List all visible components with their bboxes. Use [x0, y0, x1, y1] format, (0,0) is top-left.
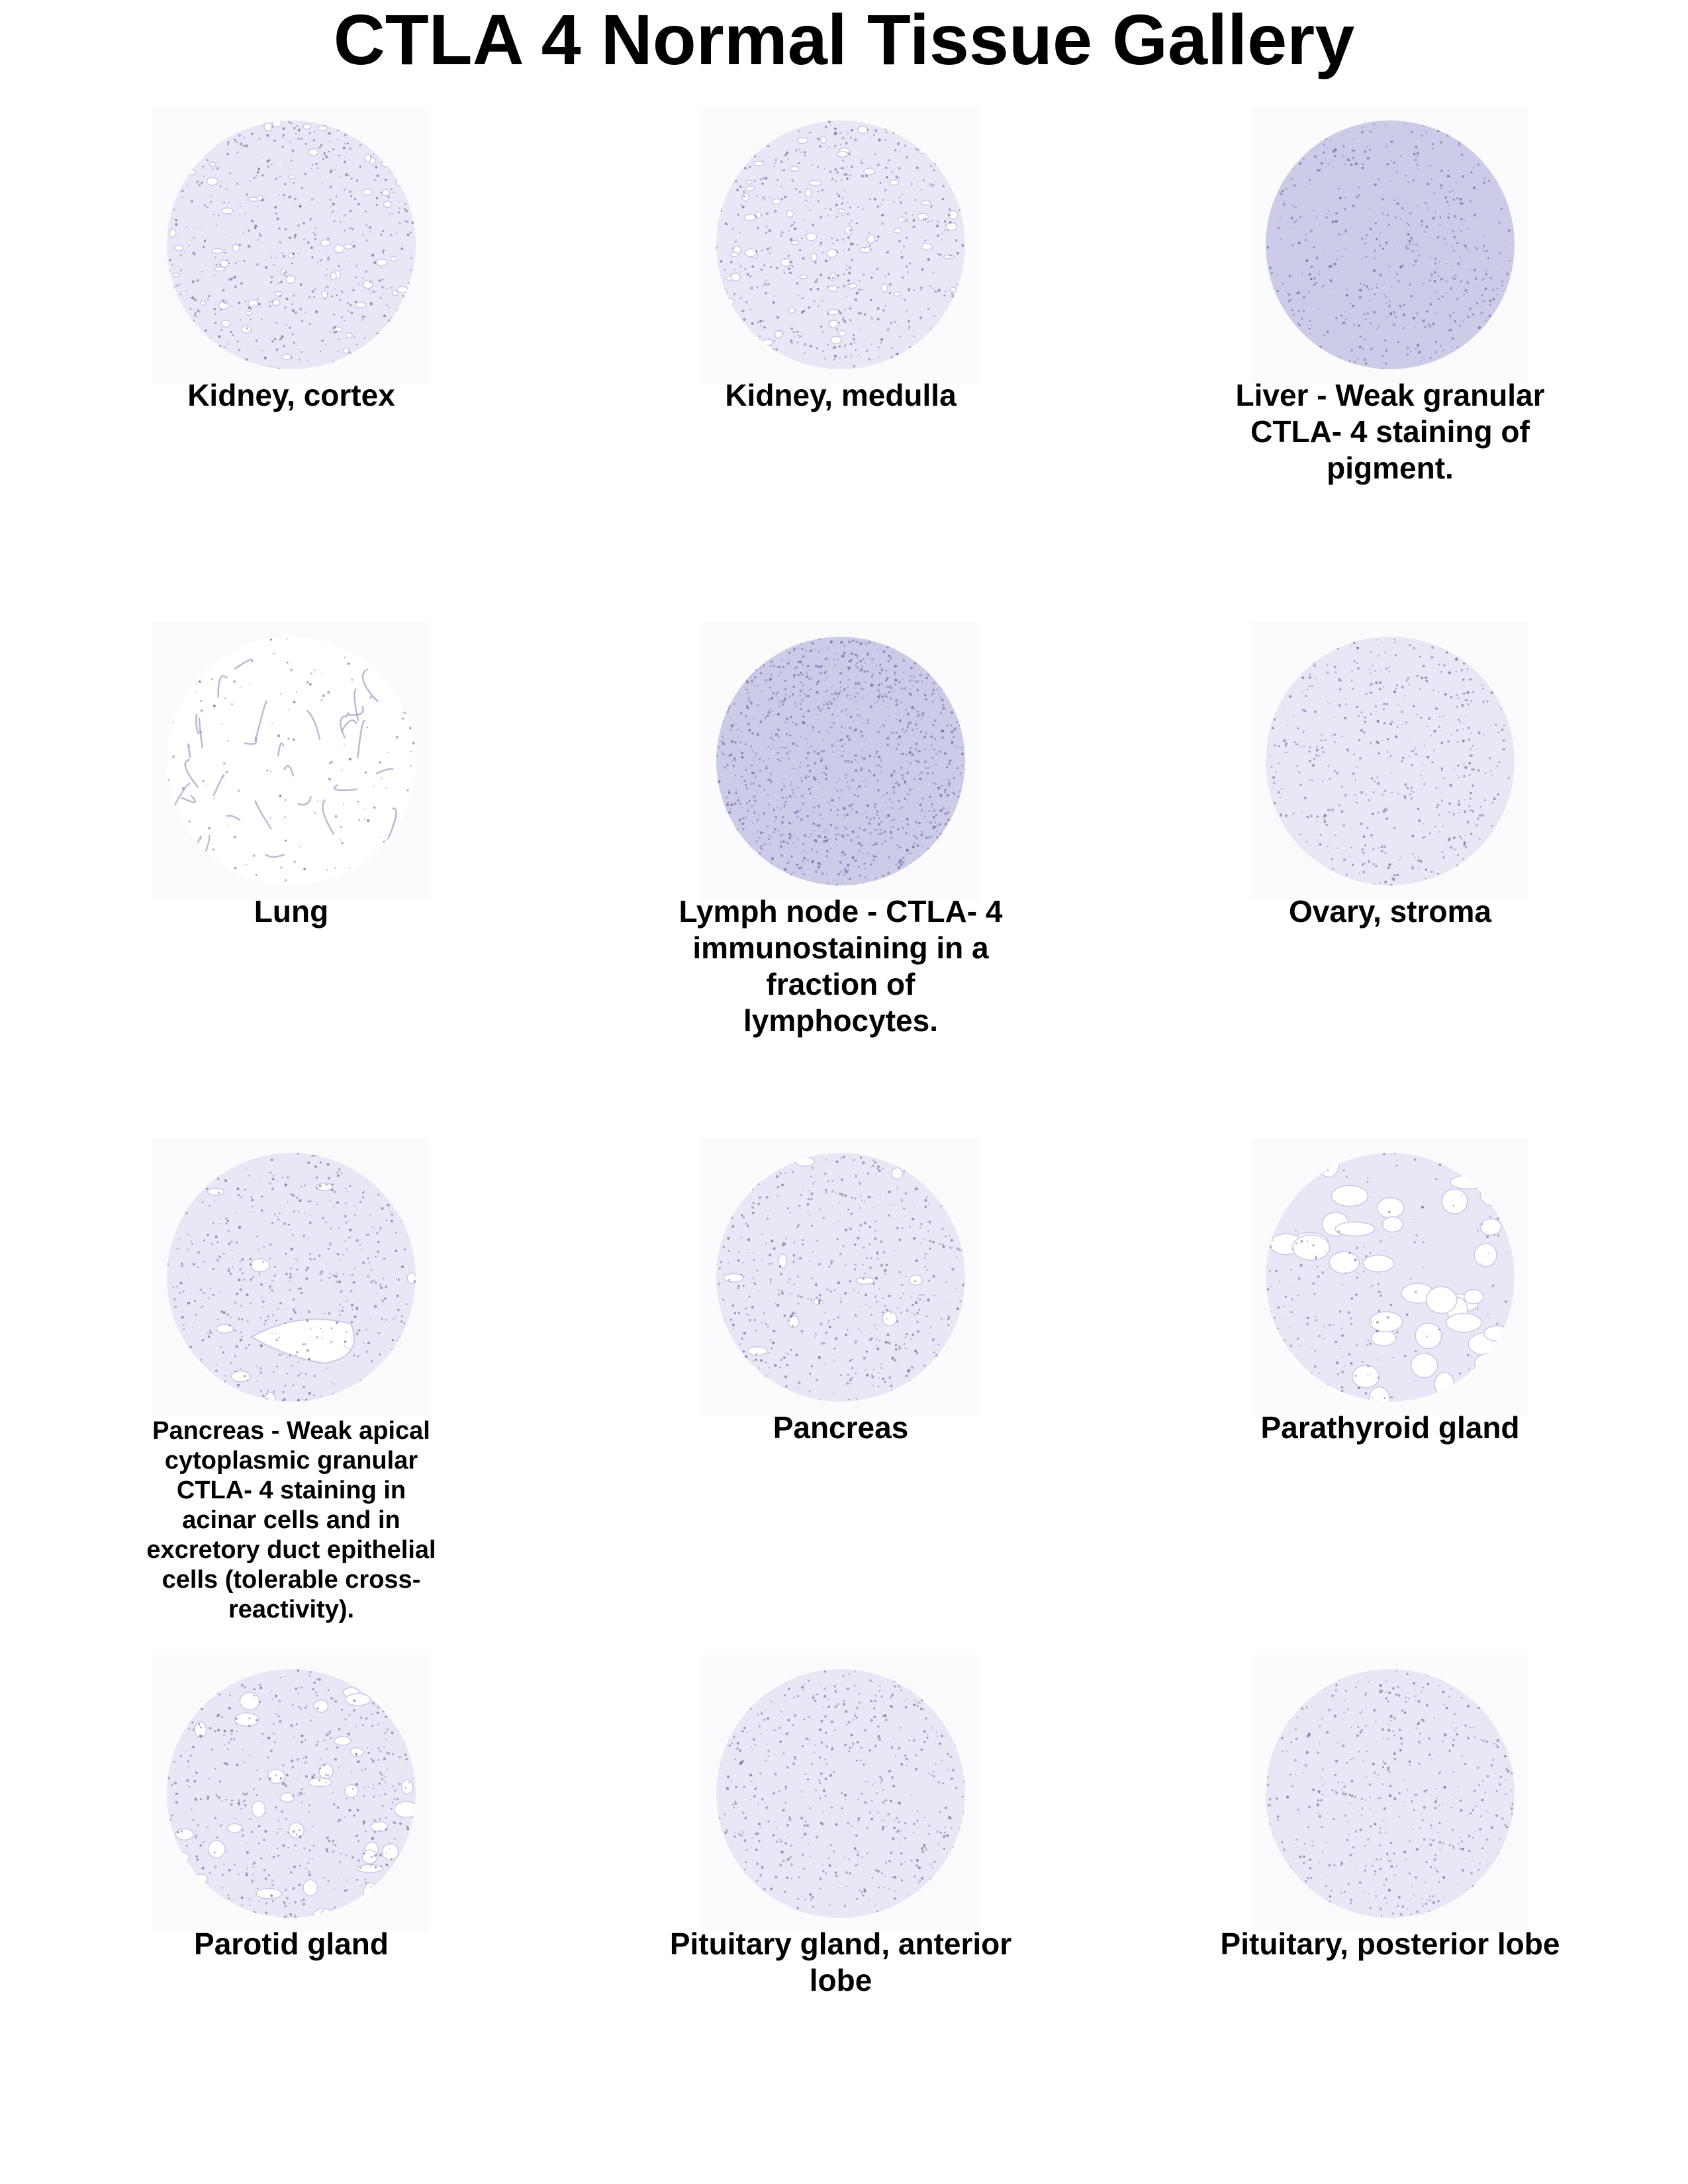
caption-lung: Lung	[254, 894, 329, 929]
caption-pancreas-detail: Pancreas - Weak apical cytoplasmic granular CTLA- 4 staining in acinar cells and in excretory duct epithelial cells (tolerable cross- reactivity).	[146, 1417, 436, 1623]
tissue-image-pituitary-anterior	[702, 1655, 980, 1933]
page-title: CTLA 4 Normal Tissue Gallery	[333, 0, 1355, 79]
tissue-image-ovary-stroma	[1251, 622, 1529, 900]
caption-liver: Liver - Weak granular CTLA- 4 staining of pigment.	[1235, 378, 1545, 485]
tissue-image-parathyroid	[1251, 1138, 1529, 1416]
tissue-image-pancreas	[702, 1138, 980, 1416]
tissue-image-kidney-medulla	[702, 106, 980, 384]
tissue-image-liver	[1251, 106, 1529, 384]
caption-parathyroid: Parathyroid gland	[1260, 1410, 1520, 1445]
caption-pancreas: Pancreas	[773, 1410, 909, 1445]
caption-lymph-node: Lymph node - CTLA- 4 immunostaining in a fraction of lymphocytes.	[679, 894, 1003, 1038]
tissue-image-lymph-node	[702, 622, 980, 900]
caption-pituitary-posterior: Pituitary, posterior lobe	[1220, 1927, 1560, 1961]
caption-pituitary-anterior: Pituitary gland, anterior lobe	[669, 1927, 1012, 1997]
caption-ovary-stroma: Ovary, stroma	[1289, 894, 1491, 929]
tissue-image-kidney-cortex	[152, 106, 430, 384]
caption-parotid: Parotid gland	[194, 1927, 389, 1961]
tissue-image-pituitary-posterior	[1251, 1655, 1529, 1933]
caption-kidney-medulla: Kidney, medulla	[725, 378, 957, 412]
tissue-image-parotid	[152, 1655, 430, 1933]
caption-kidney-cortex: Kidney, cortex	[187, 378, 395, 412]
tissue-image-pancreas-detail	[152, 1138, 430, 1416]
tissue-image-lung	[152, 622, 430, 900]
